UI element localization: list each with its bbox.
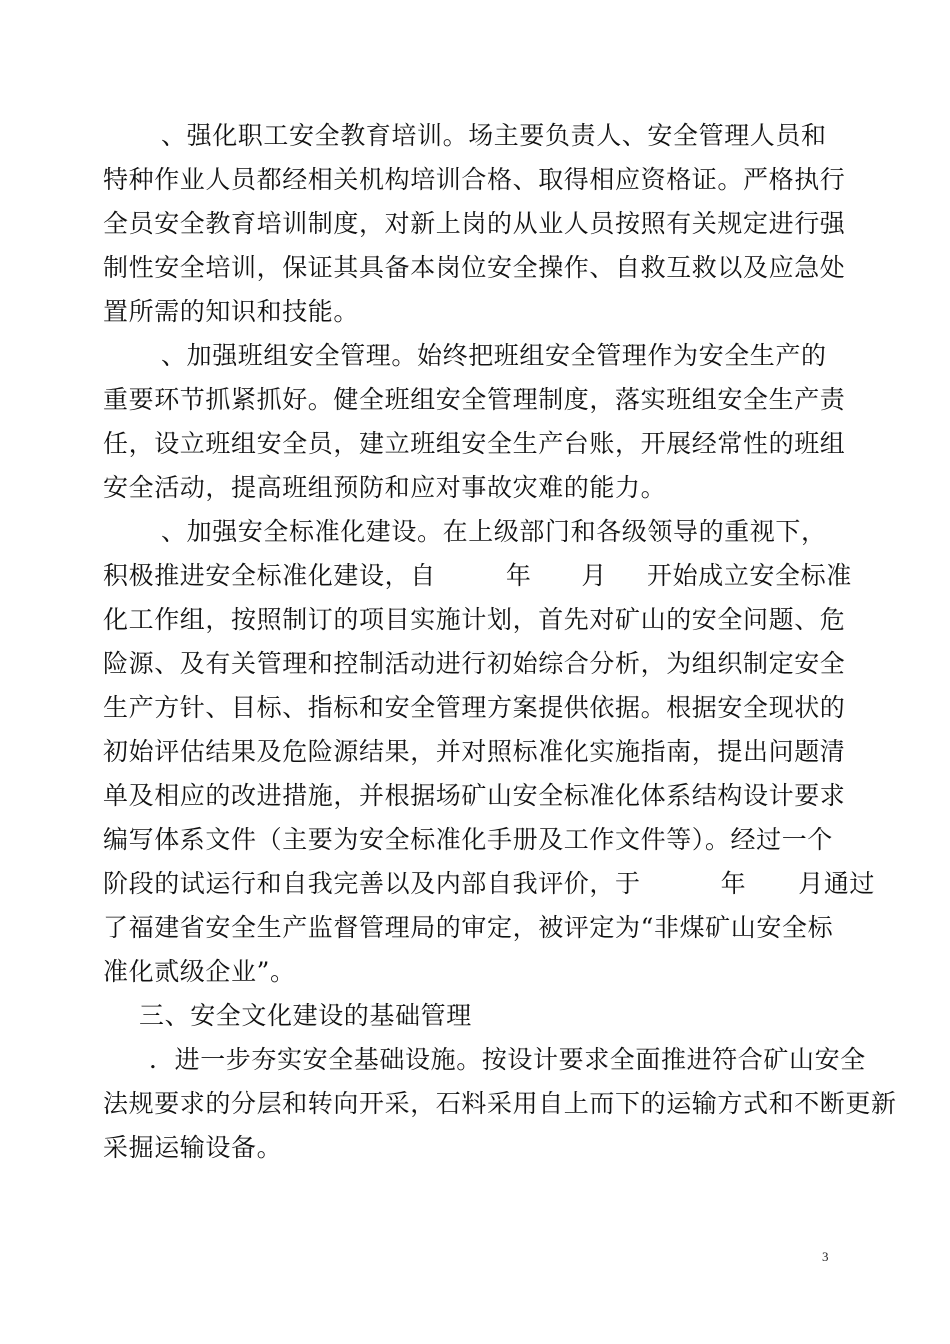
paragraph-line: 全员安全教育培训制度，对新上岗的从业人员按照有关规定进行强 [103, 209, 846, 238]
line-segment: 开始成立安全标准 [647, 561, 852, 590]
paragraph-line: 任，设立班组安全员，建立班组安全生产台账，开展经常性的班组 [103, 429, 846, 458]
section-heading: 三、安全文化建设的基础管理 [139, 1001, 472, 1030]
paragraph-line: 了福建省安全生产监督管理局的审定，被评定为“非煤矿山安全标 [103, 913, 834, 942]
paragraph-line: 采掘运输设备。 [103, 1133, 283, 1162]
paragraph-line: 重要环节抓紧抓好。健全班组安全管理制度，落实班组安全生产责 [103, 385, 846, 414]
paragraph-line: 初始评估结果及危险源结果，并对照标准化实施指南，提出问题清 [103, 737, 846, 766]
year-label: 年 [720, 869, 747, 898]
paragraph-line: 化工作组，按照制订的项目实施计划，首先对矿山的安全问题、危 [103, 605, 846, 634]
page-number: 3 [822, 1249, 829, 1264]
paragraph-line: 、加强安全标准化建设。在上级部门和各级领导的重视下， [161, 517, 827, 546]
document-body [103, 114, 897, 1170]
line-segment: 月通过 [798, 869, 876, 898]
paragraph-line [103, 862, 876, 906]
paragraph-line: 、强化职工安全教育培训。场主要负责人、安全管理人员和 [161, 121, 827, 150]
paragraph-line [103, 554, 852, 598]
paragraph-line: 编写体系文件（主要为安全标准化手册及工作文件等）。经过一个 [103, 825, 833, 854]
paragraph-line: 制性安全培训，保证其具备本岗位安全操作、自救互救以及应急处 [103, 253, 846, 282]
paragraph-line: 置所需的知识和技能。 [103, 297, 360, 326]
paragraph-line: 法规要求的分层和转向开采，石料采用自上而下的运输方式和不断更新 [103, 1089, 897, 1118]
paragraph-line: 险源、及有关管理和控制活动进行初始综合分析，为组织制定安全 [103, 649, 846, 678]
paragraph-line: 特种作业人员都经相关机构培训合格、取得相应资格证。严格执行 [103, 165, 846, 194]
line-segment: 阶段的试运行和自我完善以及内部自我评价，于 [103, 869, 641, 898]
year-label: 年 [505, 561, 532, 590]
paragraph-line: ．进一步夯实安全基础设施。按设计要求全面推进符合矿山安全 [149, 1045, 866, 1074]
paragraph-line: 生产方针、目标、指标和安全管理方案提供依据。根据安全现状的 [103, 693, 846, 722]
paragraph-line: 准化贰级企业”。 [103, 957, 296, 986]
line-segment: 积极推进安全标准化建设，自 [103, 561, 436, 590]
paragraph-line: 、加强班组安全管理。始终把班组安全管理作为安全生产的 [161, 341, 827, 370]
month-label: 月 [581, 561, 608, 590]
paragraph-line: 单及相应的改进措施，并根据场矿山安全标准化体系结构设计要求 [103, 781, 846, 810]
paragraph-line: 安全活动，提高班组预防和应对事故灾难的能力。 [103, 473, 667, 502]
